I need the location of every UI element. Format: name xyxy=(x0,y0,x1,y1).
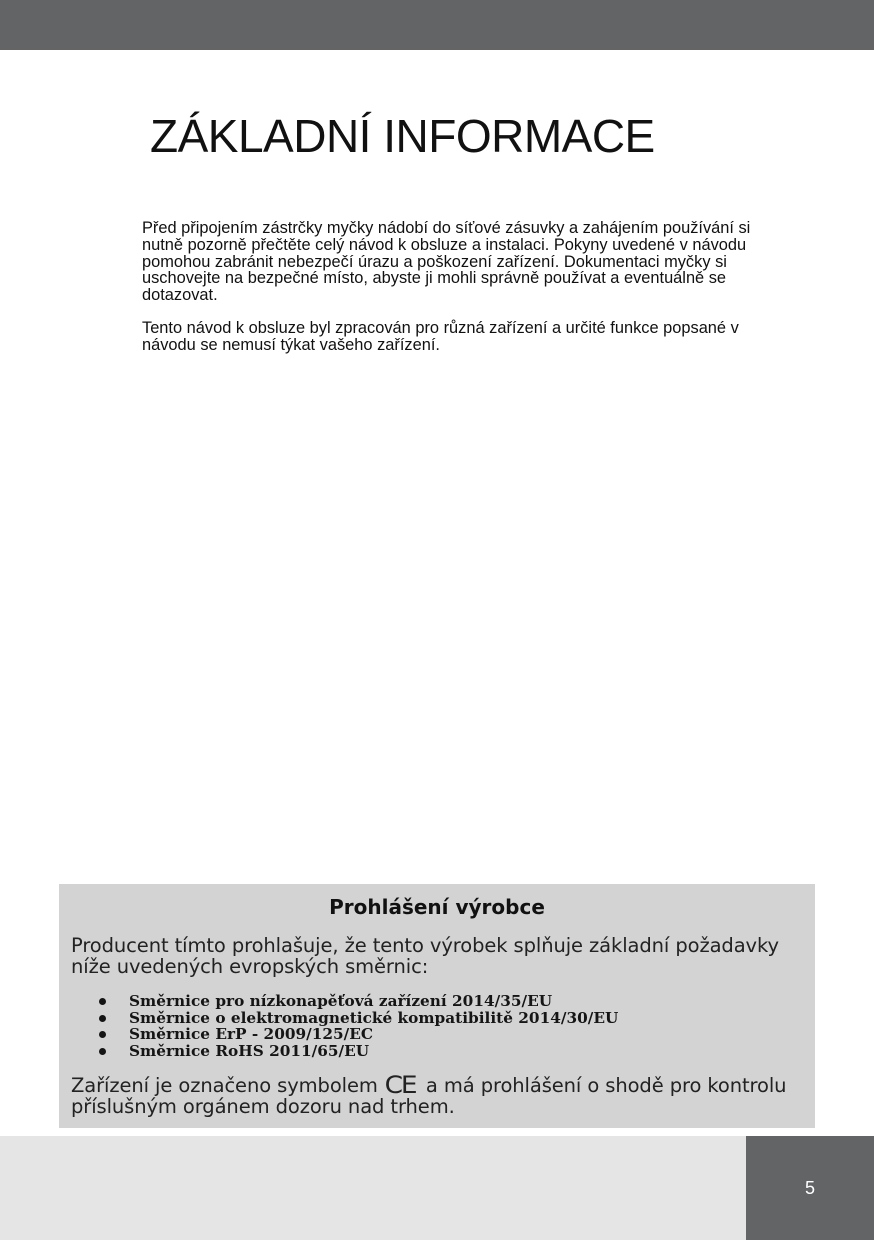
directive-label: Směrnice o elektromagnetické kompatibilitě 2014/30/EU xyxy=(129,1008,619,1027)
directive-label: Směrnice pro nízkonapěťová zařízení 2014/35/EU xyxy=(129,992,553,1010)
declaration-title: Prohlášení výrobce xyxy=(329,895,545,919)
page-number: 5 xyxy=(804,1178,815,1198)
page-title: ZÁKLADNÍ INFORMACE xyxy=(150,110,655,162)
directive-list xyxy=(99,993,618,1059)
declaration-text: Producent tímto prohlašuje, že tento výrobek splňuje základní požadavky níže uvedených evropských směrnic: xyxy=(71,934,779,978)
ce-mark-icon: CE xyxy=(384,1071,416,1099)
bullet-icon xyxy=(99,1031,106,1038)
manufacturer-declaration-box xyxy=(59,884,815,1128)
directive-item xyxy=(99,1010,618,1027)
top-bar xyxy=(0,0,874,50)
declaration-footer-end: a má prohlášení o shodě pro kontrolu příslušným orgánem dozoru nad trhem. xyxy=(71,1074,787,1118)
bullet-icon xyxy=(99,1048,106,1055)
declaration-footer-start: Zařízení je označeno symbolem xyxy=(71,1074,378,1097)
directive-label: Směrnice RoHS 2011/65/EU xyxy=(129,1041,370,1060)
intro-paragraph-2: Tento návod k obsluze byl zpracován pro různá zařízení a určité funkce popsané v návodu se nemusí týkat vašeho zařízení. xyxy=(142,318,739,354)
directive-label: Směrnice ErP - 2009/125/EC xyxy=(129,1025,374,1043)
intro-section xyxy=(142,220,752,354)
bullet-icon xyxy=(99,998,106,1005)
directive-item xyxy=(99,993,618,1010)
bullet-icon xyxy=(99,1015,106,1022)
page-number-box xyxy=(746,1136,874,1240)
directive-item xyxy=(99,1026,618,1043)
directive-item xyxy=(99,1043,618,1060)
intro-paragraph-1: Před připojením zástrčky myčky nádobí do síťové zásuvky a zahájením používání si nutně pozorně přečtěte celý návod k obsluze a instalaci. Pokyny uvedené v návodu pomohou zabránit nebezpečí úrazu a poškození zařízení. Dokumentaci myčky si uschovejte na bezpečné místo, abyste ji mohli správně používat a eventuálně se dotazovat. xyxy=(142,219,751,305)
declaration-footer xyxy=(71,1071,809,1118)
footer-bar xyxy=(0,1136,746,1240)
